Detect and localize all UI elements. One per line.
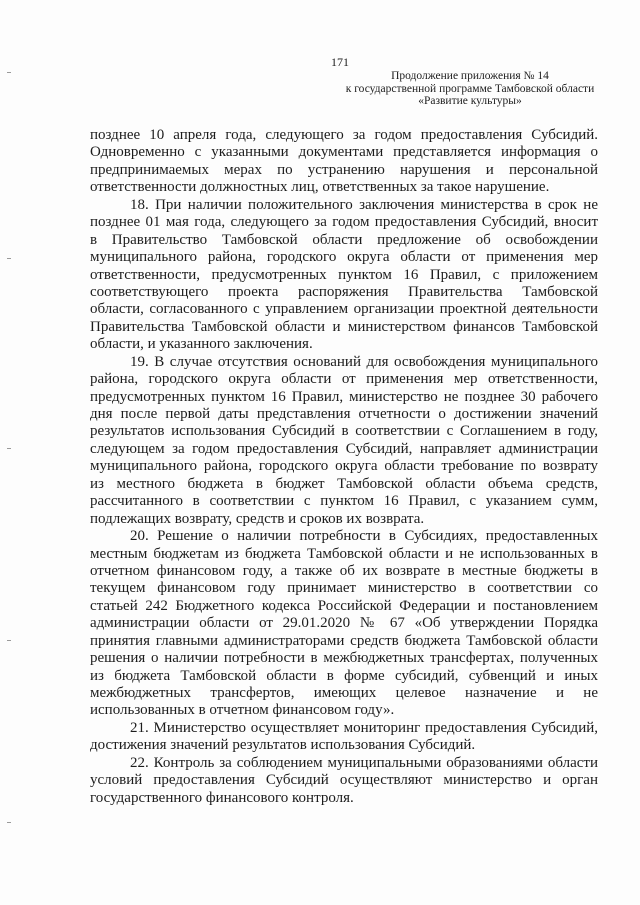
paragraph-continuation [90, 127, 598, 197]
text-line: 22. Контроль за соблюдением муниципальными образованиями области [130, 754, 598, 771]
text-line: текущем финансовом году принимает министерство в соответствии со [90, 580, 598, 597]
scan-artifact [7, 640, 11, 641]
text-line: государственного финансового контроля. [90, 789, 354, 806]
text-line: использованных в отчетном финансовом году». [90, 702, 395, 719]
text-line: отчетном финансовом году, а также об их возврате в местные бюджеты в [90, 562, 598, 579]
appendix-header [335, 70, 605, 108]
text-line: области, и указанного заключения. [90, 336, 313, 353]
paragraph-19 [90, 354, 598, 528]
text-line: предусмотренных пунктом 16 Правил, министерство не позднее 30 рабочего [90, 388, 598, 405]
text-line: в Правительство Тамбовской области предложение об освобождении [90, 231, 598, 248]
text-line: позднее 01 мая года, следующего за годом предоставления Субсидий, вносит [90, 214, 598, 231]
paragraph-20 [90, 528, 598, 720]
text-line: ответственности, предусмотренных пунктом 16 Правил, с приложением [90, 266, 598, 283]
document-body [90, 127, 598, 807]
text-line: ответственности должностных лиц, ответственных за такое нарушение. [90, 179, 550, 196]
paragraph-21 [90, 720, 598, 755]
text-line: дня после первой даты представления отчетности о достижении значений [90, 406, 598, 422]
text-line: условий предоставления Субсидий осуществляют министерство и орган [90, 772, 598, 789]
text-line: местным бюджетам из бюджета Тамбовской области и не использованных в [90, 545, 598, 562]
text-line: статьей 242 Бюджетного кодекса Российской Федерации и постановлением [90, 597, 598, 614]
scan-artifact [7, 448, 11, 449]
header-program-name: «Развитие культуры» [418, 95, 522, 108]
text-line: 19. В случае отсутствия оснований для освобождения муниципального [130, 353, 598, 370]
scan-artifact [7, 822, 11, 823]
page-number: 171 [331, 55, 349, 69]
text-line: предпринимаемых мерах по устранению нарушения и персональной [90, 161, 598, 178]
text-line: района, городского округа области от применения мер ответственности, [90, 371, 598, 388]
text-line: подлежащих возврату, средств и сроков их возврата. [90, 510, 425, 527]
text-line: результатов использования Субсидий в соответствии с Соглашением в году, [90, 423, 598, 440]
paragraph-18 [90, 197, 598, 354]
text-line: принятия главными администраторами средств бюджета Тамбовской области [90, 632, 598, 649]
text-line: рассчитанного в соответствии с пунктом 16 Правил, с указанием сумм, [90, 493, 598, 510]
text-line: муниципального района, городского округа области требование по возврату [90, 458, 598, 475]
text-line: достижения значений результатов использования Субсидий. [90, 737, 476, 754]
text-line: муниципального района, городского округа области от применения мер [90, 249, 598, 266]
text-line: 20. Решение о наличии потребности в Субсидиях, предоставленных [130, 528, 598, 545]
scan-artifact [7, 72, 11, 73]
text-line: администрации области от 29.01.2020 № 67 «Об утверждении Порядка [90, 615, 598, 632]
text-line: межбюджетных трансфертов, имеющих целевое назначение и не [90, 685, 598, 701]
text-line: из бюджета Тамбовской области в форме субсидий, субвенций и иных [90, 667, 598, 684]
text-line: соответствующего проекта распоряжения Правительства Тамбовской [90, 283, 598, 300]
header-appendix-line: Продолжение приложения № 14 [391, 70, 549, 82]
text-line: решения о наличии потребности в межбюджетных трансфертах, полученных [90, 650, 598, 667]
text-line: Правительства Тамбовской области и министерством финансов Тамбовской [90, 318, 598, 335]
text-line: Одновременно с указанными документами представляется информация о [90, 144, 598, 161]
text-line: позднее 10 апреля года, следующего за годом предоставления Субсидий. [90, 127, 598, 143]
text-line: из местного бюджета в бюджет Тамбовской области объема средств, [90, 475, 598, 492]
text-line: 18. При наличии положительного заключения министерства в срок не [130, 196, 598, 213]
scan-artifact [7, 258, 11, 259]
paragraph-22 [90, 755, 598, 807]
header-program-line: к государственной программе Тамбовской области [345, 82, 595, 95]
text-line: 21. Министерство осуществляет мониторинг предоставления Субсидий, [130, 719, 598, 736]
text-line: следующем за годом предоставления Субсидий, направляет администрации [90, 440, 598, 457]
text-line: области, согласованного с управлением организации проектной деятельности [90, 301, 598, 318]
